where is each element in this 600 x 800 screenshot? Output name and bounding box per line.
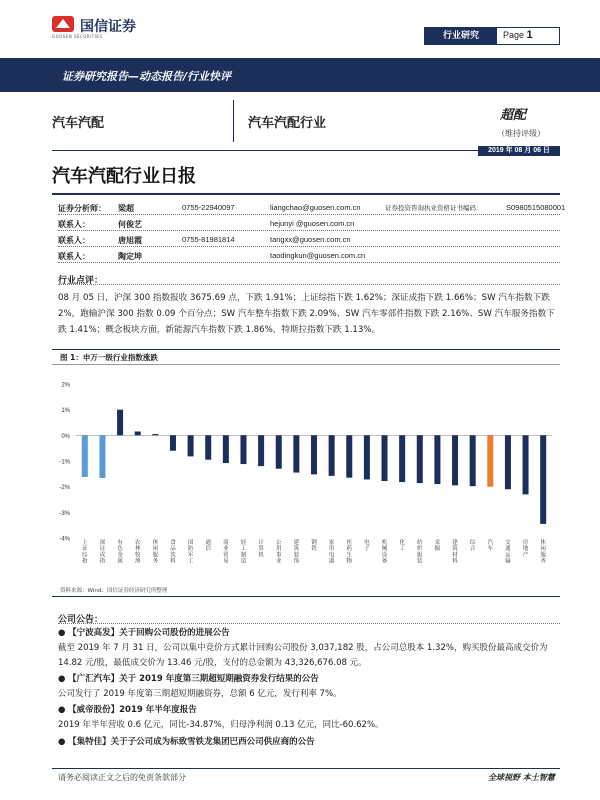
announcement-body: 公司发行了 2019 年度第三期超短期融资券，总额 6 亿元，发行利率 7%。 bbox=[58, 689, 342, 699]
divider bbox=[52, 768, 560, 769]
x-tick-label: 电子 bbox=[364, 540, 370, 553]
x-tick-label: 机械设备 bbox=[381, 540, 388, 565]
bar bbox=[258, 435, 264, 466]
bar bbox=[293, 435, 299, 472]
bar bbox=[152, 434, 158, 435]
divider bbox=[58, 284, 560, 285]
bar bbox=[505, 435, 511, 489]
bar bbox=[470, 435, 476, 486]
x-tick-label: 纺织服装 bbox=[417, 540, 423, 565]
x-tick-label: 钢铁 bbox=[311, 540, 317, 553]
analyst-row bbox=[58, 232, 560, 248]
industry-index-chart bbox=[52, 368, 560, 578]
analyst-phone: 0755-22940097 bbox=[182, 203, 235, 212]
comment-paragraph: 08 月 05 日，沪深 300 指数报收 3675.69 点，下跌 1.91%；上证综指下跌 1.62%；深证成指下跌 1.66%；SW 汽车指数下跌 2%，跑输沪深 300 指数 0.09 个百分点；SW 汽车整车指数下跌 2.09%、SW 汽车零部件指数下跌 2.16%、SW 汽车服务指数下跌 1.41%；概念板块方面，新能源汽车指数下跌 1.86%，特斯拉指数下跌 1.13%。 bbox=[58, 293, 555, 335]
analyst-role: 联系人： bbox=[58, 252, 90, 261]
industry-name: 汽车汽配行业 bbox=[248, 116, 327, 131]
y-tick-label: 2% bbox=[61, 382, 70, 389]
analyst-email[interactable]: tangxx@guosen.com.cn bbox=[270, 235, 351, 244]
announcement-body: 2019 年半年营收 0.6 亿元，同比-34.87%，归母净利润 0.13 亿元，同比-60.62%。 bbox=[58, 720, 384, 730]
x-tick-label: 综合 bbox=[469, 540, 476, 553]
y-tick-label: -2% bbox=[59, 485, 70, 492]
x-tick-label: 商业贸易 bbox=[223, 540, 229, 565]
bar bbox=[170, 435, 176, 450]
comment-heading: 行业点评： bbox=[58, 276, 104, 286]
footer-disclaimer: 请务必阅读正文之后的免责条款部分 bbox=[58, 773, 186, 782]
x-tick-label: 食品饮料 bbox=[170, 540, 176, 565]
announcement-item bbox=[58, 672, 560, 702]
analyst-name: 何俊艺 bbox=[118, 220, 142, 229]
bar bbox=[311, 435, 317, 474]
bar bbox=[452, 435, 458, 485]
x-tick-label: 有色金属 bbox=[117, 540, 123, 565]
bar bbox=[188, 435, 194, 456]
analyst-row bbox=[58, 248, 560, 264]
bar bbox=[346, 435, 352, 477]
rating-note: （维持评级） bbox=[497, 129, 545, 138]
x-tick-label: 房地产 bbox=[522, 540, 529, 559]
x-tick-label: 深证成指 bbox=[99, 540, 106, 565]
bullet-icon: ● bbox=[58, 628, 66, 638]
analyst-name: 唐旭霞 bbox=[118, 236, 142, 245]
y-tick-label: 1% bbox=[61, 408, 70, 415]
page-title: 汽车汽配行业日报 bbox=[52, 166, 196, 187]
rating: 超配 bbox=[500, 108, 527, 123]
bar bbox=[329, 435, 335, 476]
analyst-row bbox=[58, 200, 566, 216]
announcement-title: 【威帝股份】2019 年半年度报告 bbox=[68, 705, 197, 715]
announcement-title: 【广汇汽车】关于 2019 年度第三期超短期融资券发行结果的公告 bbox=[68, 674, 319, 684]
x-tick-label: 化工 bbox=[399, 540, 405, 553]
announcement-title: 【宁波高发】关于回购公司股份的进展公告 bbox=[68, 628, 230, 638]
divider bbox=[58, 623, 560, 624]
bullet-icon: ● bbox=[58, 674, 66, 684]
analyst-role: 联系人： bbox=[58, 220, 90, 229]
x-tick-label: 汽车 bbox=[487, 540, 494, 553]
bar bbox=[223, 435, 229, 463]
x-tick-label: 计算机 bbox=[258, 540, 264, 559]
y-tick-label: -4% bbox=[59, 536, 70, 543]
bullet-icon: ● bbox=[58, 705, 66, 715]
bar bbox=[117, 410, 123, 436]
page-number: 1 bbox=[526, 29, 533, 41]
page-indicator bbox=[503, 29, 533, 41]
divider bbox=[52, 596, 560, 597]
bar bbox=[399, 435, 405, 482]
report-date: 2019 年 08 月 06 日 bbox=[478, 146, 560, 156]
header-page-box bbox=[424, 27, 560, 45]
announcements-heading: 公司公告： bbox=[58, 615, 104, 625]
report-type-tag: 行业研究 bbox=[425, 28, 497, 44]
y-tick-label: -1% bbox=[59, 459, 70, 466]
bar bbox=[417, 435, 423, 483]
bar bbox=[523, 435, 529, 494]
x-tick-label: 农林牧渔 bbox=[134, 540, 141, 565]
bar bbox=[382, 435, 388, 481]
divider bbox=[52, 193, 560, 195]
banner-text: 证券研究报告—动态报告/行业快评 bbox=[62, 70, 232, 83]
x-tick-label: 建筑装饰 bbox=[293, 540, 300, 565]
bar bbox=[276, 435, 282, 468]
brand-subtitle: GUOSEN SECURITIES bbox=[52, 34, 103, 39]
x-tick-label: 公用事业 bbox=[275, 540, 282, 565]
figure-title: 图 1：申万一级行业指数涨跌 bbox=[60, 353, 158, 362]
bar bbox=[240, 435, 246, 464]
bar bbox=[99, 435, 105, 478]
x-tick-label: 上证综指 bbox=[82, 540, 88, 565]
x-tick-label: 轻工制造 bbox=[240, 540, 247, 565]
bar bbox=[487, 435, 493, 486]
divider bbox=[52, 349, 560, 350]
bar bbox=[135, 431, 141, 435]
analyst-phone: 0755-81981814 bbox=[182, 235, 235, 244]
guosen-logo-icon bbox=[52, 14, 74, 34]
y-tick-label: 0% bbox=[61, 433, 70, 440]
analyst-role: 证券分析师： bbox=[58, 204, 106, 213]
analyst-row bbox=[58, 216, 560, 232]
x-tick-label: 交通运输 bbox=[505, 540, 511, 565]
bullet-icon: ● bbox=[58, 737, 66, 747]
page-label: Page bbox=[503, 30, 525, 40]
x-tick-label: 医药生物 bbox=[346, 540, 353, 565]
bar bbox=[434, 435, 440, 484]
analyst-table bbox=[58, 200, 566, 264]
divider bbox=[58, 262, 560, 264]
footer-slogan: 全球视野 本土智慧 bbox=[488, 773, 555, 782]
x-tick-label: 国防军工 bbox=[187, 540, 194, 565]
x-tick-label: 休闲服务 bbox=[152, 540, 159, 565]
y-tick-label: -3% bbox=[59, 510, 70, 517]
analyst-name: 陶定坤 bbox=[118, 252, 142, 261]
figure-source: 资料来源：Wind、国信证券经济研究所整理 bbox=[60, 588, 168, 594]
analyst-role: 联系人： bbox=[58, 236, 90, 245]
x-tick-label: 通信 bbox=[205, 540, 211, 553]
cert-number: S0980515080001 bbox=[506, 203, 566, 212]
analyst-email[interactable]: taodingkun@guosen.com.cn bbox=[270, 251, 366, 260]
x-tick-label: 家用电器 bbox=[328, 540, 335, 565]
x-tick-label: 建筑材料 bbox=[452, 540, 458, 565]
sector-name: 汽车汽配 bbox=[52, 116, 105, 131]
announcement-body: 截至 2019 年 7 月 31 日，公司以集中竞价方式累计回购公司股份 3,037,182 股，占公司总股本 1.32%，购买股份最高成交价为 14.82 元/股，最低成交价为 13.46 元/股，支付的总金额为 43,326,676.08 元。 bbox=[58, 643, 548, 668]
announcement-title: 【集特佳】关于子公司成为标致雪铁龙集团巴西公司供应商的公告 bbox=[68, 737, 315, 747]
analyst-name: 梁超 bbox=[118, 204, 134, 213]
analyst-email[interactable]: hejunyi @guosen.com.cn bbox=[270, 219, 355, 228]
divider bbox=[233, 100, 234, 142]
divider bbox=[52, 364, 560, 365]
cert-label: 证券投资咨询执业资格证书编码： bbox=[385, 204, 483, 212]
announcement-item bbox=[58, 626, 560, 671]
bar bbox=[364, 435, 370, 479]
announcement-item bbox=[58, 703, 560, 733]
analyst-email[interactable]: liangchao@guosen.com.cn bbox=[270, 203, 361, 212]
bar bbox=[540, 435, 546, 524]
x-tick-label: 采掘 bbox=[434, 540, 441, 553]
bar bbox=[82, 435, 88, 477]
brand-name: 国信证券 bbox=[80, 19, 136, 35]
x-tick-label: 休闲服务 bbox=[540, 540, 546, 565]
announcement-item bbox=[58, 735, 560, 750]
bar bbox=[205, 435, 211, 459]
